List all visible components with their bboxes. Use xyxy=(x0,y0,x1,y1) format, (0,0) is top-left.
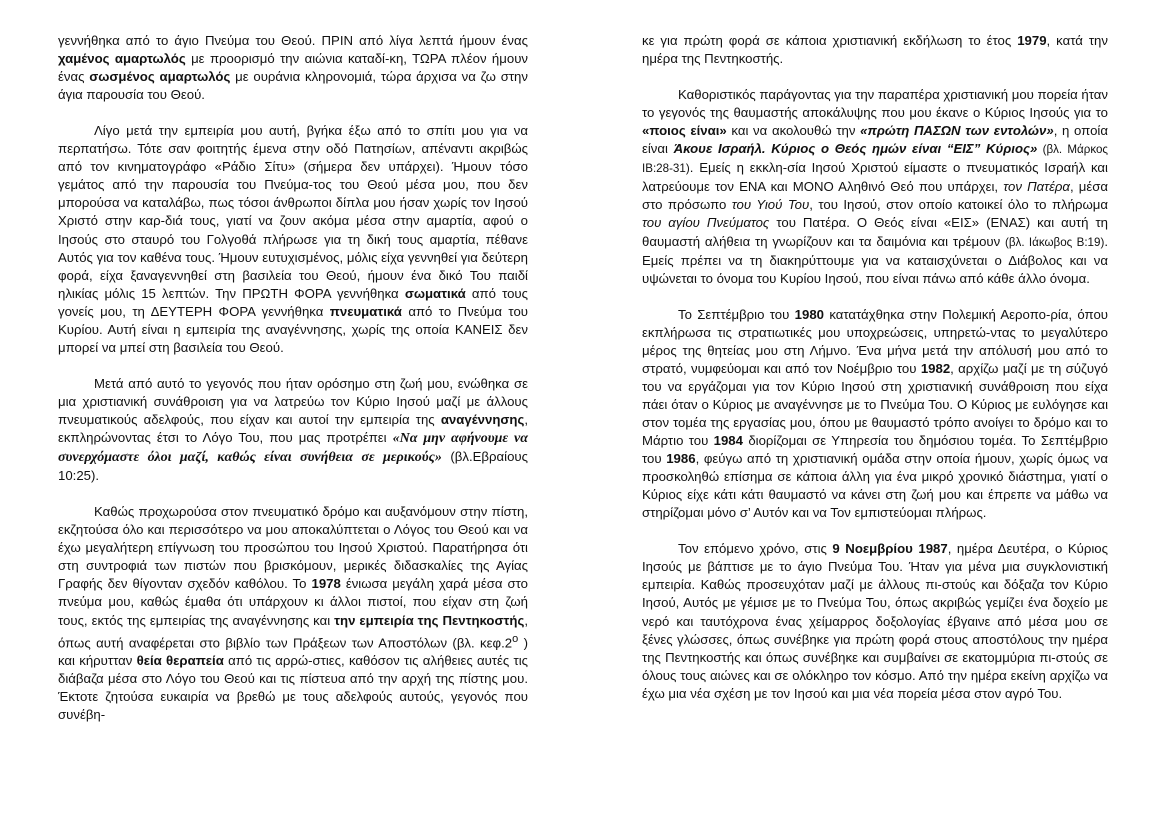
bold-phrase: «ποιος είναι» xyxy=(642,123,727,139)
text-run: από τους γονείς μου, τη ΔΕΥΤΕΡΗ ΦΟΡΑ γεννήθηκα xyxy=(58,285,529,319)
text-run: , αρχίζω μαζί με τη σύζυγό του να εργάζομαι για τον Κύριο Ιησού στη χριστιανική συνάθροιση που είχα πάει όταν ο Κύριος με αναγέννησε με το Πνεύμα Του. Ο Κύριος με ευλόγησε και στον τομέα της εργασίας μου, όπου με θαυμαστό τρόπο ανοίγει το δρόμο και το Μάρτιο του xyxy=(642,360,1108,449)
right-paragraph-1 xyxy=(642,32,1108,68)
year-1980: 1980 xyxy=(794,306,824,322)
text-run: του Πατέρα. Ο Θεός είναι «ΕΙΣ» (ΕΝΑΣ) και αυτή τη θαυμαστή αλήθεια τη γνωρίζουν και τα δαιμόνια και τρέμουν xyxy=(642,215,1108,249)
scripture-reference: (βλ. Ιάκωβος Β:19) xyxy=(1005,235,1105,249)
text-run: , ημέρα Δευτέρα, ο Κύριος Ιησούς με βάπτισε με το άγιο Πνεύμα Του. Ήταν για μένα μια συγκλονιστική εμπειρία. Καθώς προσευχόταν μαζί με άλλους πι-στούς και δόξαζα τον Κύριο Ιησού, Αυτός με γέμισε με το Πνεύμα Του, όπως ακριβώς γεμίζει ένα δοχείο με νερό και ταυτόχρονα ένας χείμαρρος δοξολογίας έβγαινε από μέσα μου σε ξένες γλώσσες, όπως συνέβηκε για πρώτη φορά στους αποστόλους την ημέρα της Πεντηκοστής και όπως συνέβηκε και συμβαίνει σε εκατομμύρια πι-στούς σε όλους τους αιώνες και σε ολόκληρο τον κόσμο. Από την ημέρα εκείνη αρχίζω να έχω μια νέα σχέση με τον Ιησού και μια νέα πορεία μέσα στον αγρό Του. xyxy=(642,541,1108,701)
bold-phrase: σωσμένος αμαρτωλός xyxy=(89,69,231,85)
year-1982: 1982 xyxy=(920,360,951,376)
text-run: Μετά από αυτό το γεγονός που ήταν ορόσημο στη ζωή μου, ενώθηκα σε μια χριστιανική συνάθροιση για να λατρεύω τον Κύριο Ιησού μαζί με άλλους πνευματικούς αδελφούς, που είχαν και αυτοί την εμπειρία της xyxy=(58,375,528,427)
text-run: κε για πρώτη φορά σε κάποια χριστιανική εκδήλωση το έτος xyxy=(642,33,1018,48)
text-run: Το Σεπτέμβριο του xyxy=(678,306,795,322)
text-run: με προορισμό την αιώνια καταδί-κη, ΤΩΡΑ πλέον ήμουν ένας xyxy=(58,51,528,85)
left-paragraph-3 xyxy=(58,375,528,485)
year-1978: 1978 xyxy=(311,576,341,592)
text-run: ) και κήρυτταν xyxy=(58,634,528,668)
left-column xyxy=(58,32,528,724)
scripture-reference: (βλ. Μάρκος ΙΒ:28-31) xyxy=(642,143,1109,176)
year-1979: 1979 xyxy=(1017,33,1047,48)
italic-phrase: τον Πατέρα xyxy=(1003,179,1070,195)
right-column xyxy=(642,32,1108,703)
bold-phrase: την εμπειρία της Πεντηκοστής xyxy=(334,612,525,628)
scripture-quote: «Να μην αφήνουμε να συνερχόμαστε όλοι μαζί, καθώς είναι συνήθεια σε μερικούς» xyxy=(58,431,528,466)
bold-phrase: σωματικά xyxy=(404,285,466,301)
bold-phrase: αναγέννησης xyxy=(440,411,525,427)
right-paragraph-4 xyxy=(642,540,1108,702)
text-run: , κατά την ημέρα της Πεντηκοστής. xyxy=(642,33,1108,67)
right-paragraph-3 xyxy=(642,306,1108,523)
text-run: . Εμείς πρέπει να τη διακηρύττουμε για να καταισχύνεται ο Διάβολος και να υψώνεται το όνομα του Κυρίου Ιησού, που είναι πάνω από κάθε άλλο όνομα. xyxy=(642,233,1108,286)
text-run: και να ακολουθώ την xyxy=(726,123,861,139)
date-baptism: 9 Νοεμβρίου 1987 xyxy=(832,541,948,557)
text-run: κατατάχθηκα στην Πολεμική Αεροπο-ρία, όπου εκπλήρωσα τις στρατιωτικές μου υποχρεώσεις, υπηρετώ-ντας το μεγαλύτερο μέρος της θητείας μου στη Λήμνο. Ένα μήνα μετά την απόλυσή μου από το στρατό, νυμφεύομαι και από τον Νοέμβριο του xyxy=(642,306,1108,376)
year-1986: 1986 xyxy=(666,451,696,467)
left-paragraph-2 xyxy=(58,122,528,357)
italic-phrase: του Υιού Του xyxy=(731,197,810,213)
text-run: γεννήθηκα από το άγιο Πνεύμα του Θεού. ΠΡΙΝ από λίγα λεπτά ήμουν ένας xyxy=(58,33,528,48)
text-run: , όπως αυτή αναφέρεται στο βιβλίο των Πράξεων των Αποστόλων (βλ. κεφ.2 xyxy=(58,612,528,650)
text-run: με ουράνια κληρονομιά, τώρα άρχισα να ζω στην άγια παρουσία του Θεού. xyxy=(58,69,528,103)
text-run: Καθώς προχωρούσα στον πνευματικό δρόμο και αυξανόμουν στην πίστη, εκζητούσα όλο και περισσότερο να μου αποκαλύπτεται ο Λόγος του Θεού και να έχω μεγαλήτερη επίγνωση του προσώπου του Ιησού Χριστού. Παρατήρησα ότι στη συντροφιά των πιστών που βρισκόμουν, μερικές διδασκαλίες της Αγίας Γραφής δεν θίγονταν σχεδόν καθόλου. Το xyxy=(58,504,528,592)
text-run: από τις αρρώ-στιες, καθόσον τις αλήθειες αυτές τις διάβαζα μέσα στο Λόγο του Θεού και τις πίστευα από την αρχή της πίστης μου. Έκτοτε ζητούσα ευκαιρία να βρεθώ με τους αδελφούς αυτούς, γεγονός που συνέβη- xyxy=(58,652,529,723)
scripture-reference: (βλ.Εβραίους 10:25). xyxy=(58,449,528,484)
year-1984: 1984 xyxy=(713,433,743,449)
text-run: Λίγο μετά την εμπειρία μου αυτή, βγήκα έξω από το σπίτι μου για να περπατήσω. Τότε σαν φοιτητής έμενα στην οδό Πατησίων, απέναντι ακριβώς από τον κινηματογράφο «Ράδιο Σίτυ» (σήμερα δεν υπάρχει). Ήμουν τόσο γεμάτος από την παρουσία του Πνεύμα-τος του Θεού μέσα μου, που δεν μπορούσα να καταλάβω, πως τόσοι άνθρωποι δίπλα μου ήσαν χωρίς τον Ιησού Χριστό στην καρ-διά τους, γιατί να ζουν ακόμα μέσα στην αμαρτία, αφού ο Ιησούς στο σταυρό του Γολγοθά πλήρωσε για τη δική τους αμαρτία, πέθανε Αυτός για τον καθένα τους. Ήμουν ευτυχισμένος, μόλις είχα γεννηθεί για δεύτερη φορά, είχα ξαναγεννηθεί στη βασιλεία του Θεού, ήμουν ένα δικό Του παιδί ηλικίας μόλις 15 λεπτών. Την ΠΡΩΤΗ ΦΟΡΑ γεννήθηκα xyxy=(58,123,528,301)
right-paragraph-2 xyxy=(642,86,1108,288)
left-paragraph-4 xyxy=(58,503,528,724)
bold-phrase: πνευματικά xyxy=(329,303,402,319)
text-run: Καθοριστικός παράγοντας για την παραπέρα χριστιανική μου πορεία ήταν το γεγονός της θαυμαστής αποκάλυψης που μου έκανε ο Κύριος Ιησούς για το xyxy=(642,87,1108,121)
italic-phrase: του αγίου Πνεύματος xyxy=(642,215,770,231)
text-run: , η οποία είναι xyxy=(642,123,1108,157)
text-run: , του Ιησού, στον οποίο κατοικεί όλο το πλήρωμα xyxy=(809,197,1108,213)
superscript: ο xyxy=(512,632,519,645)
bold-italic-phrase: Άκουε Ισραήλ. Κύριος ο Θεός ημών είναι “ΕΙΣ” Κύριος» xyxy=(673,141,1038,157)
bold-italic-phrase: «πρώτη ΠΑΣΩΝ των εντολών» xyxy=(860,123,1054,139)
text-run: , μέσα στο πρόσωπο xyxy=(642,179,1109,213)
text-run: . Εμείς η εκκλη-σία Ιησού Χριστού είμαστε ο πνευματικός Ισραήλ και λατρεύουμε τον ΕΝΑ και ΜΟΝΟ Αληθινό Θεό που υπάρχει, xyxy=(642,160,1108,195)
bold-phrase: χαμένος αμαρτωλός xyxy=(58,51,186,67)
text-run: , εκπληρώνοντας έτσι το Λόγο Του, που μας προτρέπει xyxy=(58,411,528,446)
text-run: διορίζομαι σε Υπηρεσία του δημόσιου τομέα. Το Σεπτέμβριο του xyxy=(642,433,1108,467)
text-run: ένιωσα μεγάλη χαρά μέσα στο πνεύμα μου, καθώς έμαθα ότι υπάρχουν κι άλλοι πιστοί, που είχαν στη ζωή τους, εκτός της εμπειρίας της αναγέννησης και xyxy=(58,576,528,628)
left-paragraph-1 xyxy=(58,32,528,104)
text-run: από το Πνεύμα του Κυρίου. Αυτή είναι η εμπειρία της αναγέννησης, χωρίς της οποία ΚΑΝΕΙΣ δεν μπορεί να μπεί στη βασιλεία του Θεού. xyxy=(58,303,528,355)
text-run: Τον επόμενο χρόνο, στις xyxy=(678,541,833,557)
text-run: , φεύγω από τη χριστιανική ομάδα στην οποία ήμουν, χωρίς όμως να προσκοληθώ επίσημα σε κάποια άλλη για ένα μικρό χρονικό διάστημα, γιατί ο Κύριος είχε κάτι κάτι θαυμαστό να κάνει στη ζωή μου και έπρεπε να μάθω να στηρίζομαι μόνο σ’ Αυτόν και να Τον εμπιστεύομαι πλήρως. xyxy=(642,451,1109,521)
bold-phrase: θεία θεραπεία xyxy=(136,652,224,668)
